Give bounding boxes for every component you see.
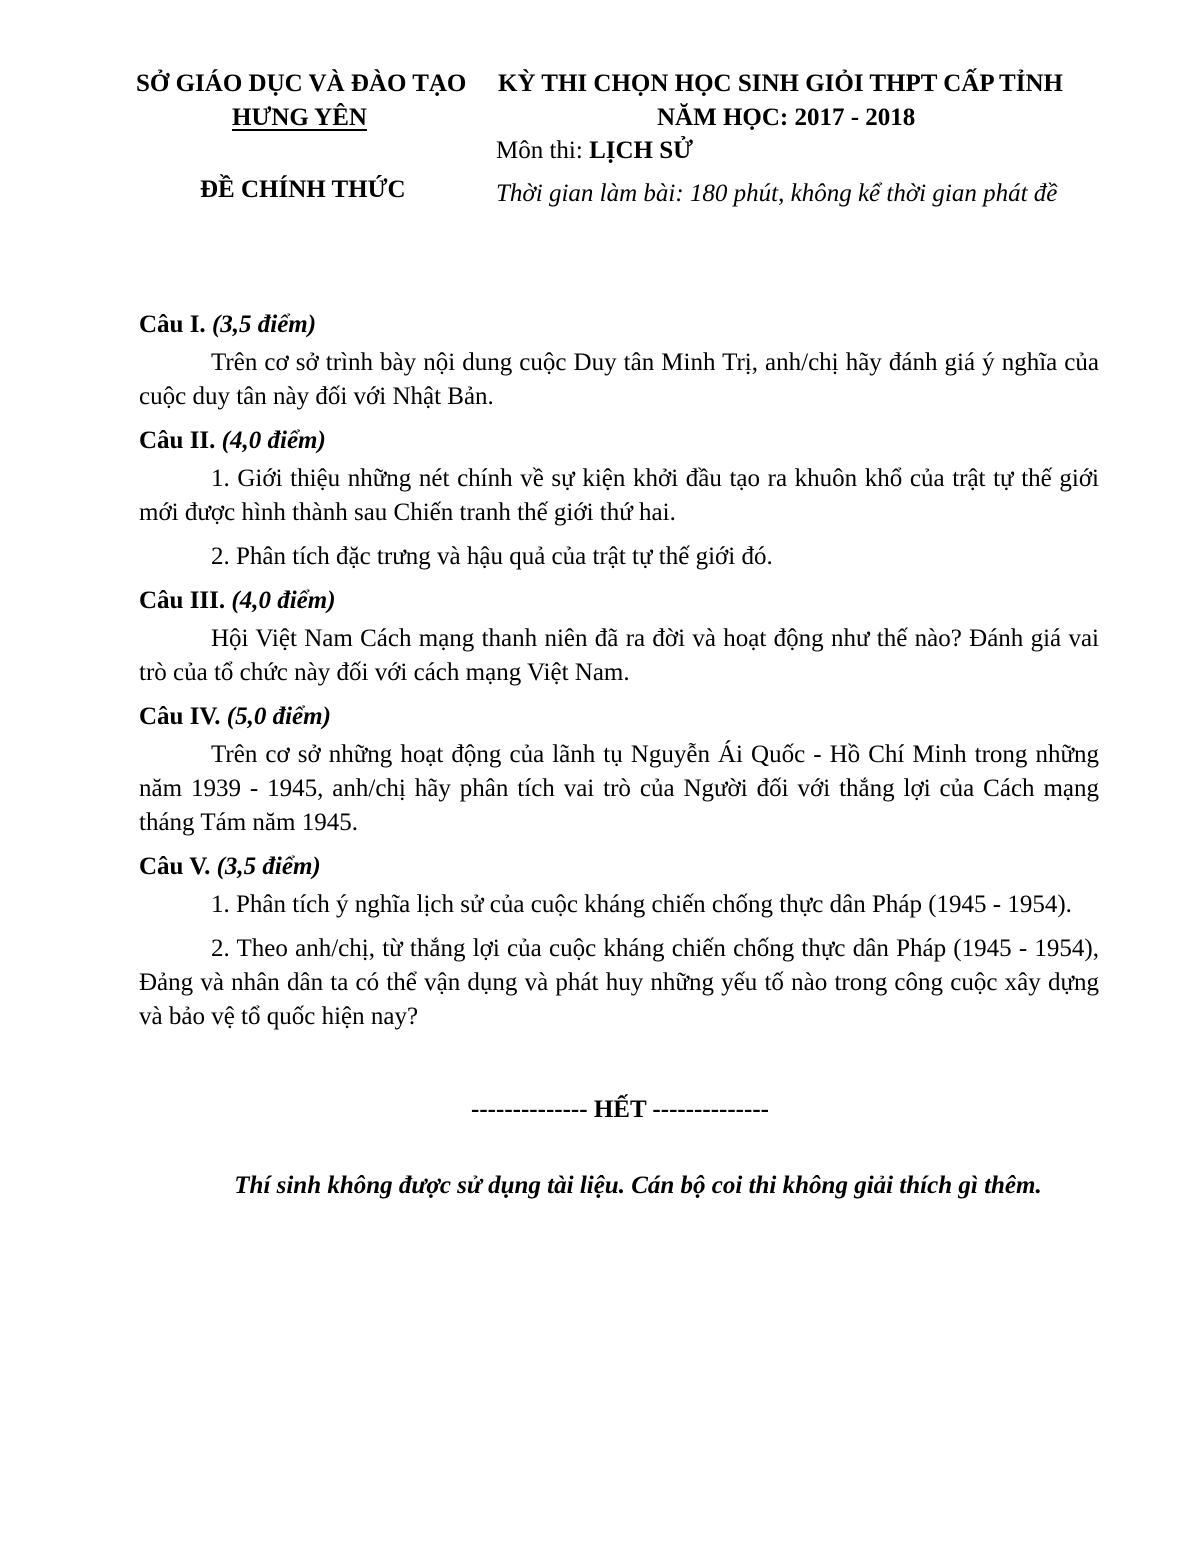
question-text: Trên cơ sở những hoạt động của lãnh tụ Nguyễn Ái Quốc - Hồ Chí Minh trong những năm 1939 - 1945, anh/chị hãy phân tích vai trò của Người đối với thắng lợi của Cách mạng tháng Tám năm 1945. (139, 741, 1099, 836)
question-text: 2. Phân tích đặc trưng và hậu quả của trật tự thế giới đó. (211, 543, 773, 570)
question-title (139, 308, 1099, 342)
question-title (139, 584, 1099, 618)
question-4 (139, 700, 1099, 840)
official-exam-label: ĐỀ CHÍNH THỨC (200, 176, 406, 203)
question-label: Câu IV. (139, 703, 227, 730)
question-3 (139, 584, 1099, 690)
question-text: Trên cơ sở trình bày nội dung cuộc Duy tân Minh Trị, anh/chị hãy đánh giá ý nghĩa của cuộc duy tân này đối với Nhật Bản. (139, 349, 1099, 410)
question-points: (4,0 điểm) (221, 427, 326, 454)
question-label: Câu I. (139, 311, 212, 338)
question-points: (4,0 điểm) (231, 587, 336, 614)
question-title (139, 424, 1099, 458)
question-title (139, 850, 1099, 884)
question-5 (139, 850, 1099, 1034)
question-points: (3,5 điểm) (211, 311, 317, 338)
exam-title: KỲ THI CHỌN HỌC SINH GIỎI THPT CẤP TỈNH (498, 70, 1063, 97)
province-name: HƯNG YÊN (232, 104, 367, 131)
school-year: NĂM HỌC: 2017 - 2018 (657, 104, 916, 131)
exam-subject (496, 137, 693, 165)
department-name: SỞ GIÁO DỤC VÀ ĐÀO TẠO (136, 70, 467, 97)
question-points: (3,5 điểm) (216, 853, 321, 880)
question-text: 1. Giới thiệu những nét chính về sự kiện khởi đầu tạo ra khuôn khổ của trật tự thế giới mới được hình thành sau Chiến tranh thế giới thứ hai. (139, 465, 1099, 526)
question-text: Hội Việt Nam Cách mạng thanh niên đã ra đời và hoạt động như thế nào? Đánh giá vai trò của tổ chức này đối với cách mạng Việt Nam. (139, 625, 1099, 686)
questions-section (139, 308, 1099, 1044)
question-text: 1. Phân tích ý nghĩa lịch sử của cuộc kháng chiến chống thực dân Pháp (1945 - 1954). (211, 891, 1072, 918)
question-label: Câu III. (139, 587, 232, 614)
question-2 (139, 424, 1099, 574)
question-title (139, 700, 1099, 734)
subject-label: Môn thi: (496, 137, 590, 164)
question-points: (5,0 điểm) (226, 703, 331, 730)
exam-duration: Thời gian làm bài: 180 phút, không kể thời gian phát đề (496, 180, 1058, 207)
question-1 (139, 308, 1099, 414)
question-label: Câu II. (139, 427, 222, 454)
end-mark: -------------- HẾT -------------- (471, 1096, 769, 1123)
subject-value: LỊCH SỬ (589, 137, 694, 164)
question-text: 2. Theo anh/chị, từ thắng lợi của cuộc kháng chiến chống thực dân Pháp (1945 - 1954), Đảng và nhân dân ta có thể vận dụng và phát huy những yếu tố nào trong công cuộc xây dựng và bảo vệ tổ quốc hiện nay? (139, 935, 1099, 1030)
question-label: Câu V. (139, 853, 217, 880)
candidate-note: Thí sinh không được sử dụng tài liệu. Cán bộ coi thi không giải thích gì thêm. (234, 1172, 1042, 1199)
